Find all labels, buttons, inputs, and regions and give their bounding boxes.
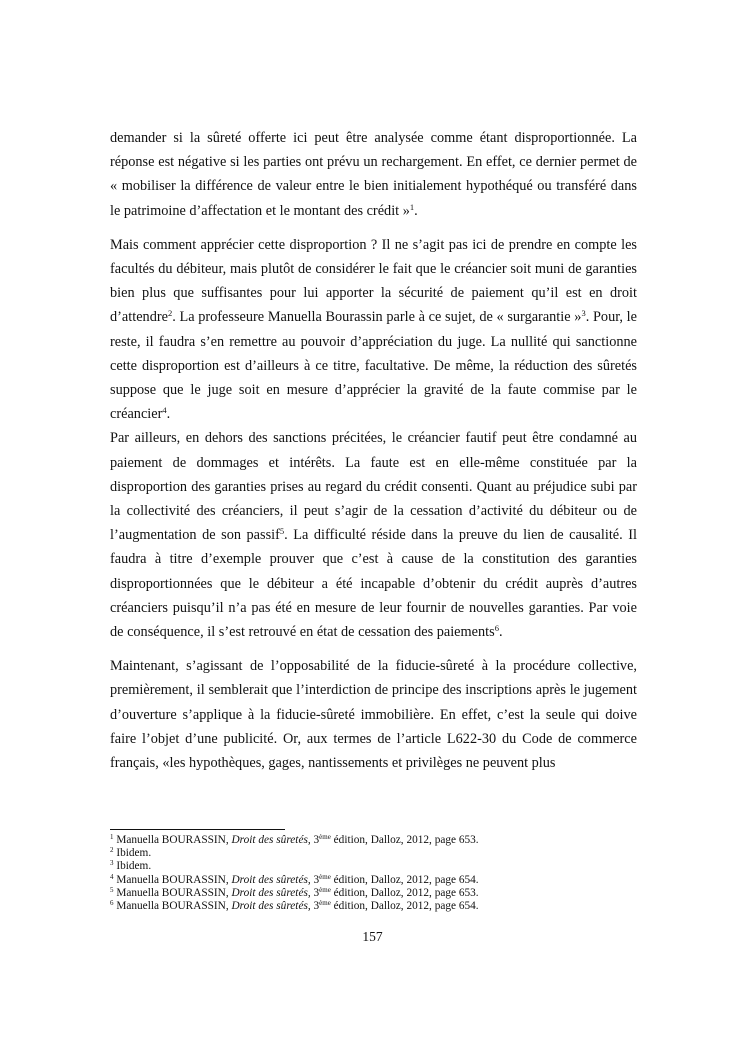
- body-text: [110, 126, 637, 775]
- text-run: .: [414, 202, 418, 219]
- footnote-number: 2: [110, 846, 114, 855]
- footnote-reference: ème: [319, 833, 331, 841]
- italic-title: Droit des sûretés,: [231, 873, 311, 886]
- footnote-separator: [110, 829, 285, 830]
- footnote-reference: 4: [162, 405, 167, 416]
- page-number: 157: [362, 929, 383, 944]
- footnotes: [110, 834, 637, 913]
- text-run: Manuella BOURASSIN,: [113, 834, 232, 846]
- page-body: [110, 126, 637, 775]
- footnote: [110, 834, 637, 847]
- italic-title: Droit des sûretés,: [231, 834, 311, 846]
- paragraph: [110, 233, 637, 427]
- footnote-reference: 5: [279, 526, 285, 537]
- footnote-reference: 6: [494, 623, 499, 634]
- text-run: Ibidem.: [113, 847, 152, 860]
- text-run: 3: [310, 900, 320, 913]
- footnote: [110, 847, 637, 860]
- footnote-reference: ème: [319, 872, 331, 881]
- footnote-number: 5: [110, 885, 114, 894]
- text-run: Manuella BOURASSIN,: [113, 900, 232, 913]
- footnote: [110, 860, 637, 873]
- text-run: édition, Dalloz, 2012, page 653.: [330, 886, 479, 899]
- footnote-reference: 3: [581, 308, 586, 319]
- footnote-reference: 1: [409, 201, 415, 212]
- text-run: . La professeure Manuella Bourassin parle à ce sujet, de « surgarantie »: [172, 309, 582, 326]
- footnote-number: 4: [110, 872, 114, 881]
- text-run: 3: [310, 834, 320, 846]
- text-run: Ibidem.: [113, 860, 152, 873]
- text-run: édition, Dalloz, 2012, page 654.: [330, 900, 479, 913]
- footnote-number: 6: [110, 899, 114, 908]
- footnote-reference: ème: [319, 885, 331, 894]
- footnote: [110, 874, 637, 887]
- paragraph: [110, 426, 637, 644]
- text-run: édition, Dalloz, 2012, page 653.: [330, 834, 479, 846]
- italic-title: Droit des sûretés,: [231, 886, 311, 899]
- footnote-number: 3: [110, 859, 114, 868]
- text-run: .: [498, 624, 503, 641]
- paragraph: [110, 126, 637, 223]
- text-run: .: [166, 406, 171, 423]
- text-run: Par ailleurs, en dehors des sanctions précitées, le créancier fautif peut être condamné au paiement de dommages et intérêts. La faute est en elle-même constituée par la disproportion des garanties prises au regard du crédit consenti. Quant au préjudice subi par la collectivité des créanciers, il peut s’agir de la cessation d’activité du débiteur ou de l’augmentation de son passif: [110, 430, 637, 544]
- text-run: Manuella BOURASSIN,: [113, 873, 232, 886]
- footnote: [110, 887, 637, 900]
- text-run: Mais comment apprécier cette disproportion ? Il ne s’agit pas ici de prendre en compte les facultés du débiteur, mais plutôt de considérer le fait que le créancier soit muni de garanties bien plus que suffisantes pour lui apporter la sécurité de paiement qu’il est en droit d’attendre: [110, 236, 637, 326]
- text-run: Maintenant, s’agissant de l’opposabilité de la fiducie-sûreté à la procédure collective, premièrement, il semblerait que l’interdiction de principe des inscriptions après le jugement d’ouverture s’applique à la fiducie-sûreté immobilière. En effet, c’est la seule qui doive faire l’objet d’une publicité. Or, aux termes de l’article L622-30 du Code de commerce français, «les hypothèques, gages, nantissements et privilèges ne peuvent plus: [110, 658, 637, 772]
- footnote-reference: ème: [319, 899, 331, 908]
- text-run: demander si la sûreté offerte ici peut être analysée comme étant disproportionnée. La réponse est négative si les parties ont prévu un rechargement. En effet, ce dernier permet de « mobiliser la différence de valeur entre le bien initialement hypothéqué ou transféré dans le patrimoine d’affectation et le montant des crédit »: [110, 130, 637, 219]
- text-run: . La difficulté réside dans la preuve du lien de causalité. Il faudra à titre d’exemple prouver que c’est à cause de la constitution des garanties disproportionnées que le débiteur a été incapable d’obtenir du crédit auprès d’autres créanciers puisqu’il n’a pas été en mesure de leur fournir de nouvelles garanties. Par voie de conséquence, il s’est retrouvé en état de cessation des paiements: [110, 527, 638, 641]
- text-run: 3: [310, 886, 320, 899]
- italic-title: Droit des sûretés,: [231, 900, 311, 913]
- text-run: édition, Dalloz, 2012, page 654.: [330, 873, 479, 886]
- footnote-number: 1: [110, 833, 114, 841]
- text-run: . Pour, le reste, il faudra s’en remettre au pouvoir d’appréciation du juge. La nullité qui sanctionne cette disproportion est d’ailleurs à ce titre, facultative. De même, la réduction des sûretés suppose que le juge soit en mesure d’apprécier la gravité de la faute commise par le créancier: [110, 309, 637, 423]
- paragraph: [110, 654, 637, 775]
- footnote-reference: 2: [167, 308, 173, 319]
- text-run: Manuella BOURASSIN,: [113, 886, 232, 899]
- text-run: 3: [310, 873, 320, 886]
- footnote: [110, 900, 637, 913]
